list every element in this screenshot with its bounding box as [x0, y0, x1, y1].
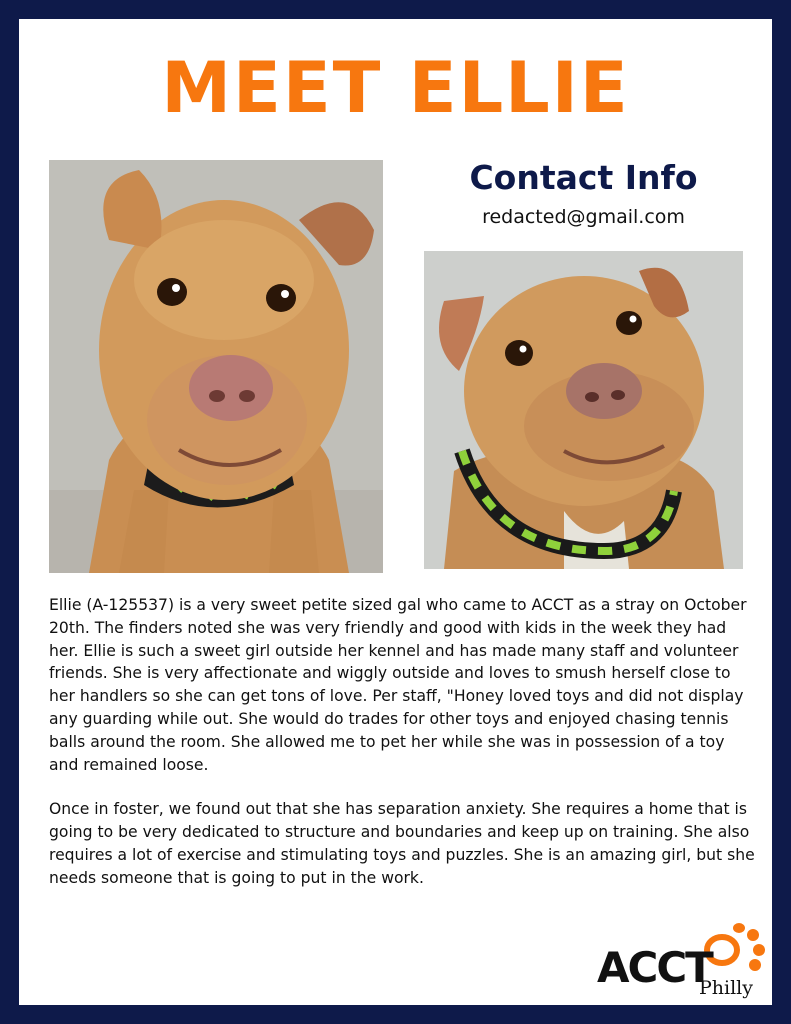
contact-email[interactable]: redacted@gmail.com: [482, 206, 685, 228]
acct-philly-logo-image: [595, 922, 767, 1000]
bio-paragraph-1: Ellie (A-125537) is a very sweet petite sized gal who came to ACCT as a stray on October 20th. The finders noted she was very friendly and good with kids in the week they had her. Ellie is such a sweet girl outside her kennel and has made many staff and volunteer friends. She is very affectionate and wiggly outside and loves to smush herself close to her handlers so she can get tons of love. Per staff, "Honey loved toys and did not display any guarding while out. She would do trades for other toys and enjoyed chasing tennis balls around the room. She allowed me to pet her while she was in possession of a toy and remained loose.: [49, 596, 747, 774]
dog-photo-closeup-image: [424, 251, 743, 569]
bio-text: [49, 594, 755, 890]
dog-photo-front-image: [49, 160, 383, 573]
logo-main-text: ACCT: [597, 943, 712, 992]
page-title: MEET ELLIE: [161, 47, 630, 129]
paw-icon: [707, 923, 765, 971]
dog-photo-front: [49, 160, 383, 573]
acct-philly-logo: [595, 922, 767, 1000]
flyer-page: [19, 19, 772, 1005]
logo-sub-text: Philly: [699, 977, 753, 999]
bio-paragraph-2: Once in foster, we found out that she has separation anxiety. She requires a home that is going to be very dedicated to structure and boundaries and keep up on training. She also requires a lot of exercise and stimulating toys and puzzles. She is an amazing girl, but she needs someone that is going to put in the work.: [49, 800, 755, 887]
dog-photo-closeup: [424, 251, 743, 569]
contact-heading: Contact Info: [469, 158, 698, 197]
